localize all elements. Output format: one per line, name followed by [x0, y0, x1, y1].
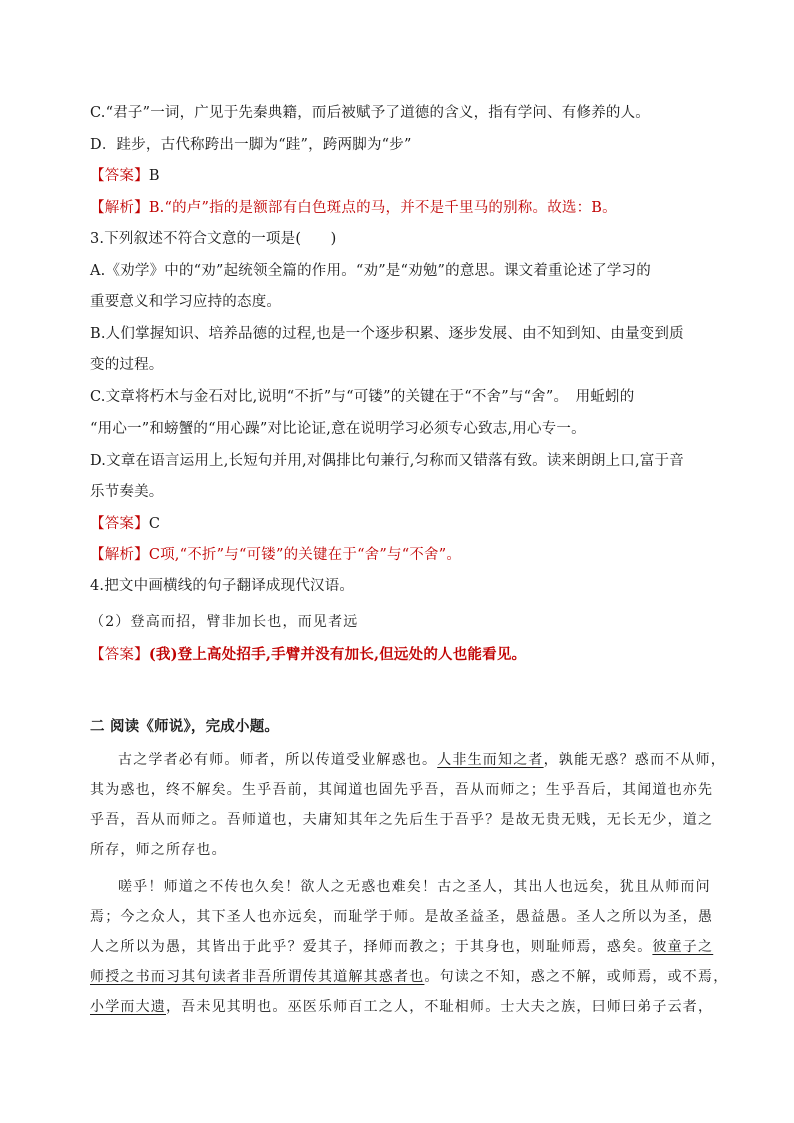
analysis-tag: 【解析】 [90, 200, 149, 216]
analysis-text: C项,“不折”与“可镂”的关键在于“舍”与“不舍”。 [148, 547, 462, 563]
analysis-text: B.“的卢”指的是额部有白色斑点的马，并不是千里马的别称。故选：B。 [148, 200, 617, 216]
q3-option-c-line1: C.文章将朽木与金石对比,说明“不折”与“可镂”的关键在于“不舍”与“舍”。 用蚯蚓的 [90, 389, 635, 405]
passage-p2-line2: 焉；今之众人，其下圣人也亦远矣，而耻学于师。是故圣益圣，愚益愚。圣人之所以为圣，愚 [90, 909, 714, 925]
passage-p1-line3: 乎吾，吾从而师之。吾师道也，夫庸知其年之先后生于吾乎？是故无贵无贱，无长无少，道之 [90, 812, 714, 828]
passage-text: 。句读之不知，惑之不解，或师焉，或不焉， [424, 969, 729, 985]
q4-stem: 4.把文中画横线的句子翻译成现代汉语。 [90, 578, 355, 594]
q3-stem: 3.下列叙述不符合文意的一项是( ) [90, 231, 337, 247]
q3-option-c-line2: “用心一”和螃蟹的“用心躁”对比论证,意在说明学习必须专心致志,用心专一。 [90, 421, 586, 437]
section-heading: 二 阅读《师说》，完成小题。 [90, 718, 280, 735]
underlined-sentence: 人非生而知之者 [437, 752, 544, 768]
passage-p2-line4 [90, 967, 730, 987]
passage-p1-line4: 所存，师之所存也。 [90, 842, 227, 858]
underlined-sentence: 师授之书而习其句读者非吾所谓传其道解其惑者也 [90, 969, 425, 985]
passage-p2-line5 [90, 997, 730, 1017]
q2-option-c: C.“君子”一词，广见于先秦典籍，而后被赋予了道德的含义，指有学问、有修养的人。 [90, 105, 651, 121]
q4-answer [90, 645, 730, 665]
answer-value: B [148, 168, 160, 184]
passage-text: ，孰能无惑？惑而不从师， [543, 752, 727, 768]
passage-p2-line1: 嗟乎！师道之不传也久矣！欲人之无惑也难矣！古之圣人，其出人也远矣，犹且从师而问 [118, 879, 711, 895]
passage-p2-line3 [90, 937, 730, 957]
q2-answer [90, 166, 730, 186]
q3-analysis [90, 545, 730, 565]
q4-item: （2）登高而招，臂非加长也，而见者远 [90, 614, 359, 630]
q3-answer [90, 514, 730, 534]
passage-text: 古之学者必有师。师者，所以传道受业解惑也。 [118, 752, 438, 768]
q3-option-a-line2: 重要意义和学习应持的态度。 [90, 294, 282, 310]
passage-p1-line1 [118, 750, 758, 770]
q3-option-d-line1: D.文章在语言运用上,长短句并用,对偶排比句兼行,匀称而又错落有致。读来朗朗上口,富于音 [90, 453, 684, 469]
answer-tag: 【答案】 [90, 168, 149, 184]
q2-option-d: D．跬步，古代称跨出一脚为“跬”，跨两脚为“步” [90, 137, 412, 153]
answer-tag: 【答案】 [90, 516, 149, 532]
analysis-tag: 【解析】 [90, 547, 149, 563]
passage-text: ，吾未见其明也。巫医乐师百工之人，不耻相师。士大夫之族，曰师曰弟子云者， [166, 999, 714, 1015]
q2-analysis [90, 198, 730, 218]
q3-option-b-line1: B.人们掌握知识、培养品德的过程,也是一个逐步积累、逐步发展、由不知到知、由量变到质 [90, 326, 684, 342]
q3-option-d-line2: 乐节奏美。 [90, 484, 164, 500]
q3-option-b-line2: 变的过程。 [90, 357, 164, 373]
answer-text: (我)登上高处招手,手臂并没有加长,但远处的人也能看见。 [148, 646, 527, 663]
passage-text: 人之所以为愚，其皆出于此乎？爱其子，择师而教之；于其身也，则耻师焉，惑矣。 [90, 939, 653, 955]
answer-tag: 【答案】 [90, 647, 149, 663]
answer-value: C [148, 516, 161, 532]
underlined-sentence: 彼童子之 [652, 939, 714, 955]
passage-p1-line2: 其为惑也，终不解矣。生乎吾前，其闻道也固先乎吾，吾从而师之；生乎吾后，其闻道也亦先 [90, 782, 714, 798]
q3-option-a-line1: A.《劝学》中的“劝”起统领全篇的作用。“劝”是“劝勉”的意思。课文着重论述了学习的 [90, 263, 651, 279]
underlined-sentence: 小学而大遗 [90, 999, 166, 1015]
